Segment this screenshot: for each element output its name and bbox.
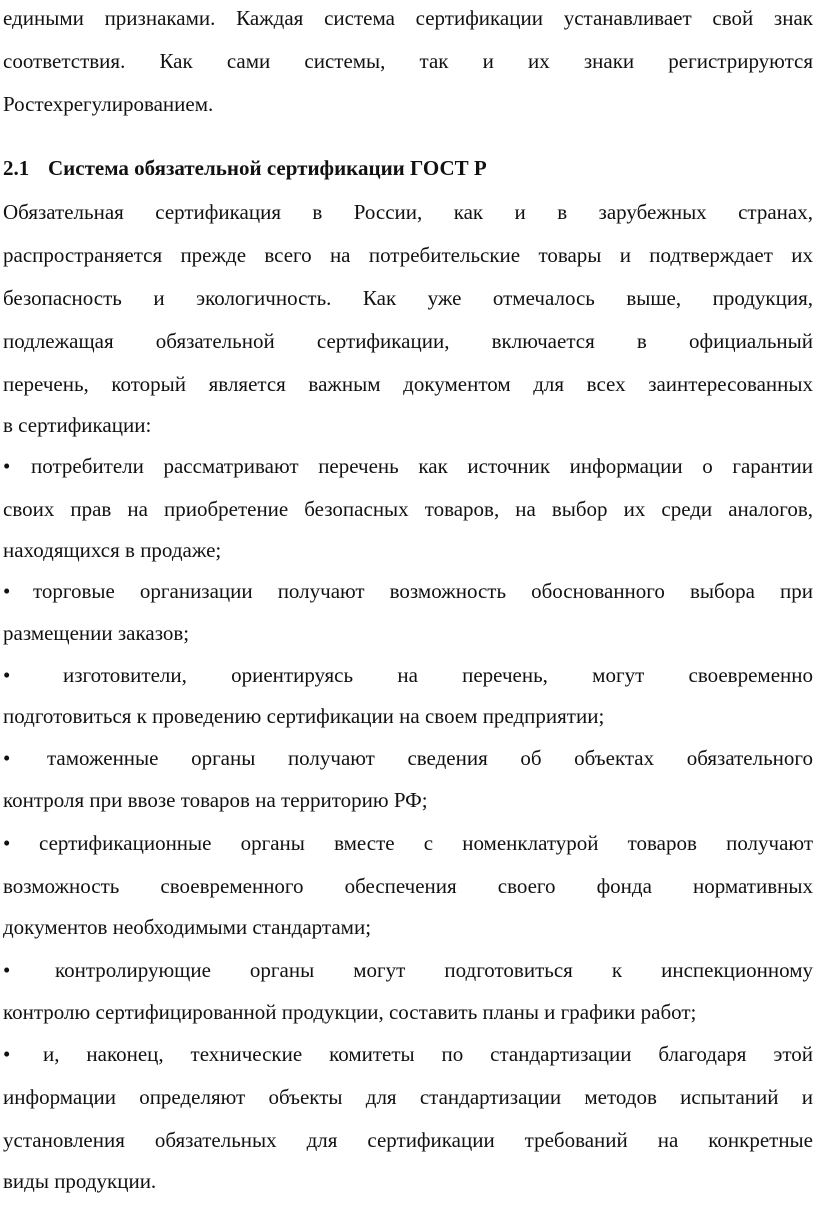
- paragraph-line: Обязательная сертификация в России, как и в зарубежных странах,: [3, 200, 813, 224]
- bullet-item: [3, 955, 813, 985]
- bullet-item: [3, 743, 813, 773]
- paragraph-line: безопасность и экологичность. Как уже отмечалось выше, продукция,: [3, 286, 813, 310]
- bullet-icon: •: [3, 958, 11, 982]
- intro-line: едиными признаками. Каждая система сертификации устанавливает свой знак: [3, 6, 813, 30]
- intro-line: Ростехрегулированием.: [3, 92, 214, 116]
- bullet-text: потребители рассматривают перечень как источник информации о гарантии: [31, 454, 813, 478]
- bullet-continuation: размещении заказов;: [3, 621, 190, 645]
- bullet-text: и, наконец, технические комитеты по стандартизации благодаря этой: [43, 1042, 813, 1066]
- section-number: 2.1: [3, 156, 30, 180]
- bullet-continuation: своих прав на приобретение безопасных товаров, на выбор их среди аналогов,: [3, 497, 813, 521]
- bullet-text: контролирующие органы могут подготовиться к инспекционному: [55, 958, 813, 982]
- bullet-icon: •: [3, 831, 11, 855]
- bullet-icon: •: [3, 1042, 11, 1066]
- bullet-item: [3, 576, 813, 606]
- bullet-continuation: возможность своевременного обеспечения своего фонда нормативных: [3, 874, 813, 898]
- bullet-continuation: контролю сертифицированной продукции, составить планы и графики работ;: [3, 1000, 697, 1024]
- bullet-text: таможенные органы получают сведения об объектах обязательного: [47, 746, 813, 770]
- bullet-text: изготовители, ориентируясь на перечень, могут своевременно: [63, 663, 813, 687]
- bullet-continuation: информации определяют объекты для стандартизации методов испытаний и: [3, 1085, 813, 1109]
- bullet-icon: •: [3, 579, 11, 603]
- bullet-continuation: документов необходимыми стандартами;: [3, 915, 372, 939]
- bullet-text: сертификационные органы вместе с номенклатурой товаров получают: [39, 831, 813, 855]
- bullet-item: [3, 1039, 813, 1069]
- bullet-item: [3, 660, 813, 690]
- bullet-text: торговые организации получают возможность обоснованного выбора при: [33, 579, 813, 603]
- section-heading: [3, 153, 813, 183]
- bullet-continuation: находящихся в продаже;: [3, 538, 222, 562]
- paragraph-line: перечень, который является важным документом для всех заинтересованных: [3, 372, 813, 396]
- bullet-continuation: контроля при ввозе товаров на территорию РФ;: [3, 788, 428, 812]
- bullet-icon: •: [3, 663, 11, 687]
- bullet-item: [3, 828, 813, 858]
- paragraph-line: в сертификации:: [3, 413, 152, 437]
- paragraph-line: распространяется прежде всего на потребительские товары и подтверждает их: [3, 243, 813, 267]
- bullet-icon: •: [3, 746, 11, 770]
- bullet-continuation: виды продукции.: [3, 1169, 157, 1193]
- bullet-continuation: установления обязательных для сертификации требований на конкретные: [3, 1128, 813, 1152]
- paragraph-line: подлежащая обязательной сертификации, включается в официальный: [3, 329, 813, 353]
- bullet-item: [3, 451, 813, 481]
- intro-line: соответствия. Как сами системы, так и их знаки регистрируются: [3, 49, 813, 73]
- section-title: Система обязательной сертификации ГОСТ Р: [48, 156, 487, 180]
- bullet-continuation: подготовиться к проведению сертификации на своем предприятии;: [3, 704, 605, 728]
- bullet-icon: •: [3, 454, 11, 478]
